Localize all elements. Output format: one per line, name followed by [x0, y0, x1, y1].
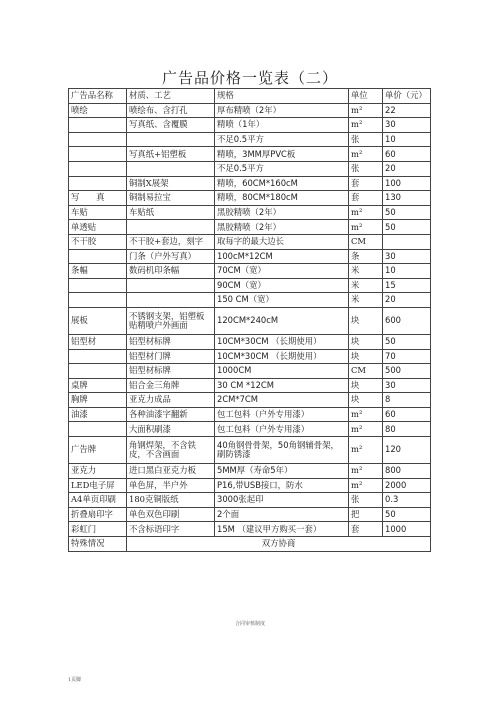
- row-name-cell: [69, 293, 127, 308]
- row-material-cell: 铜制X展架: [127, 176, 215, 191]
- row-unit-cell: m²: [349, 478, 383, 493]
- row-name-cell: 写 真: [69, 191, 127, 206]
- row-price-cell: [383, 234, 431, 249]
- row-price-cell: 130: [383, 191, 431, 206]
- row-spec-cell: 150 CM（宽）: [215, 293, 349, 308]
- row-price-cell: 30: [383, 249, 431, 264]
- table-row: [69, 393, 431, 408]
- table-row: [69, 132, 431, 147]
- row-name-cell: 车贴: [69, 205, 127, 220]
- table-row: [69, 507, 431, 522]
- table-row: [69, 103, 431, 118]
- row-spec-cell: 120CM*240cM: [215, 307, 349, 334]
- header-spec: 规格: [215, 89, 349, 104]
- row-unit-cell: 块: [349, 307, 383, 334]
- table-row: [69, 422, 431, 437]
- row-unit-cell: 条: [349, 249, 383, 264]
- row-price-cell: 10: [383, 132, 431, 147]
- special-value: 双方协商: [127, 537, 431, 552]
- row-name-cell: 展板: [69, 307, 127, 334]
- row-unit-cell: 套: [349, 176, 383, 191]
- row-unit-cell: 张: [349, 493, 383, 508]
- header-price: 单价（元）: [383, 89, 431, 104]
- row-price-cell: 50: [383, 205, 431, 220]
- row-name-cell: 铝型材: [69, 334, 127, 349]
- row-unit-cell: 把: [349, 507, 383, 522]
- row-spec-cell: 不足0.5平方: [215, 161, 349, 176]
- row-price-cell: 30: [383, 118, 431, 133]
- row-unit-cell: m²: [349, 220, 383, 235]
- row-unit-cell: 套: [349, 191, 383, 206]
- footer-center-text: 合同审核制度: [234, 621, 265, 627]
- row-material-cell: 铝型材门牌: [127, 349, 215, 364]
- row-material-cell: 单色双色印刷: [127, 507, 215, 522]
- row-name-cell: 亚克力: [69, 464, 127, 479]
- row-spec-cell: 1000CM: [215, 364, 349, 379]
- row-name-cell: [69, 161, 127, 176]
- row-material-cell: 进口黑白亚克力板: [127, 464, 215, 479]
- row-name-cell: 彩虹门: [69, 522, 127, 537]
- row-material-cell: 喷绘布、含打孔: [127, 103, 215, 118]
- table-row: [69, 407, 431, 422]
- row-price-cell: 80: [383, 422, 431, 437]
- row-unit-cell: CM: [349, 364, 383, 379]
- row-material-cell: [127, 278, 215, 293]
- row-name-cell: LED电子屏: [69, 478, 127, 493]
- table-row: [69, 205, 431, 220]
- row-price-cell: 50: [383, 334, 431, 349]
- table-row: [69, 493, 431, 508]
- table-row: [69, 364, 431, 379]
- row-spec-cell: 包工包料（户外专用漆）: [215, 407, 349, 422]
- price-table: [68, 88, 431, 552]
- row-name-cell: 桌牌: [69, 378, 127, 393]
- row-price-cell: 20: [383, 161, 431, 176]
- table-row: [69, 334, 431, 349]
- row-name-cell: 条幅: [69, 264, 127, 279]
- row-material-cell: 大面积刷漆: [127, 422, 215, 437]
- row-material-cell: 写真纸+铝塑板: [127, 147, 215, 162]
- row-spec-cell: 黑胶精喷（2年）: [215, 220, 349, 235]
- table-row: [69, 522, 431, 537]
- row-spec-cell: 30 CM *12CM: [215, 378, 349, 393]
- row-spec-cell: 厚布精喷（2年）: [215, 103, 349, 118]
- row-material-cell: [127, 220, 215, 235]
- row-price-cell: 60: [383, 147, 431, 162]
- row-unit-cell: 块: [349, 378, 383, 393]
- row-unit-cell: 张: [349, 132, 383, 147]
- row-price-cell: 20: [383, 293, 431, 308]
- table-header-row: [69, 89, 431, 104]
- table-row: [69, 161, 431, 176]
- row-material-cell: 不干胶+套边，刻字: [127, 234, 215, 249]
- row-unit-cell: 米: [349, 264, 383, 279]
- row-spec-cell: 10CM*30CM （长期使用）: [215, 334, 349, 349]
- row-price-cell: 60: [383, 407, 431, 422]
- row-material-cell: 不含标语印字: [127, 522, 215, 537]
- row-spec-cell: 90CM（宽）: [215, 278, 349, 293]
- row-price-cell: 600: [383, 307, 431, 334]
- row-price-cell: 120: [383, 437, 431, 464]
- row-spec-cell: 40角钢骨骨架，50角钢辅骨架，刷防锈漆: [215, 437, 349, 464]
- row-spec-cell: 2个面: [215, 507, 349, 522]
- special-row: [69, 537, 431, 552]
- row-material-cell: 门条（户外写真）: [127, 249, 215, 264]
- row-spec-cell: 2CM*7CM: [215, 393, 349, 408]
- row-price-cell: 0.3: [383, 493, 431, 508]
- row-spec-cell: 精喷，3MM厚PVC板: [215, 147, 349, 162]
- row-unit-cell: m²: [349, 422, 383, 437]
- row-unit-cell: 块: [349, 349, 383, 364]
- row-price-cell: 1000: [383, 522, 431, 537]
- table-row: [69, 176, 431, 191]
- row-price-cell: 22: [383, 103, 431, 118]
- table-row: [69, 234, 431, 249]
- row-material-cell: 180克铜版纸: [127, 493, 215, 508]
- table-row: [69, 118, 431, 133]
- row-material-cell: 写真纸、含覆膜: [127, 118, 215, 133]
- row-spec-cell: 不足0.5平方: [215, 132, 349, 147]
- row-unit-cell: 套: [349, 522, 383, 537]
- row-spec-cell: 精喷，80CM*180cM: [215, 191, 349, 206]
- row-unit-cell: m²: [349, 103, 383, 118]
- row-unit-cell: m²: [349, 118, 383, 133]
- row-material-cell: 数码机印条幅: [127, 264, 215, 279]
- table-row: [69, 191, 431, 206]
- row-name-cell: 油漆: [69, 407, 127, 422]
- row-unit-cell: 米: [349, 293, 383, 308]
- row-name-cell: 喷绘: [69, 103, 127, 118]
- row-name-cell: A4单页印刷: [69, 493, 127, 508]
- header-name: 广告品名称: [69, 89, 127, 104]
- row-spec-cell: 黑胶精喷（2年）: [215, 205, 349, 220]
- row-name-cell: [69, 422, 127, 437]
- row-material-cell: 铝型材标牌: [127, 334, 215, 349]
- row-unit-cell: m²: [349, 205, 383, 220]
- row-name-cell: 折叠扇印字: [69, 507, 127, 522]
- row-price-cell: 30: [383, 378, 431, 393]
- row-name-cell: 胸牌: [69, 393, 127, 408]
- row-unit-cell: 张: [349, 161, 383, 176]
- row-unit-cell: 米: [349, 278, 383, 293]
- row-material-cell: 各种油漆字翻新: [127, 407, 215, 422]
- row-price-cell: 500: [383, 364, 431, 379]
- table-row: [69, 278, 431, 293]
- table-row: [69, 478, 431, 493]
- row-spec-cell: 5MM厚（寿命5年）: [215, 464, 349, 479]
- row-name-cell: [69, 176, 127, 191]
- table-row: [69, 307, 431, 334]
- row-name-cell: 单透贴: [69, 220, 127, 235]
- row-name-cell: 不干胶: [69, 234, 127, 249]
- row-price-cell: 70: [383, 349, 431, 364]
- row-unit-cell: m²: [349, 464, 383, 479]
- row-name-cell: 广告牌: [69, 437, 127, 464]
- row-price-cell: 100: [383, 176, 431, 191]
- row-unit-cell: 块: [349, 393, 383, 408]
- header-material: 材质、工艺: [127, 89, 215, 104]
- row-spec-cell: 精喷（1年）: [215, 118, 349, 133]
- table-row: [69, 464, 431, 479]
- row-price-cell: 50: [383, 507, 431, 522]
- row-material-cell: 不锈钢支架，铝塑板贴精喷户外画面: [127, 307, 215, 334]
- table-row: [69, 264, 431, 279]
- table-row: [69, 220, 431, 235]
- row-spec-cell: P16,带USB接口，防水: [215, 478, 349, 493]
- row-spec-cell: 15M （建议甲方购买一套）: [215, 522, 349, 537]
- table-row: [69, 437, 431, 464]
- row-name-cell: [69, 364, 127, 379]
- row-name-cell: [69, 132, 127, 147]
- row-price-cell: 50: [383, 220, 431, 235]
- row-spec-cell: 精喷，60CM*160cM: [215, 176, 349, 191]
- row-spec-cell: 10CM*30CM （长期使用）: [215, 349, 349, 364]
- row-name-cell: [69, 349, 127, 364]
- row-name-cell: [69, 278, 127, 293]
- table-row: [69, 349, 431, 364]
- row-unit-cell: m²: [349, 407, 383, 422]
- page-title: 广告品价格一览表（二）: [161, 69, 338, 87]
- table-row: [69, 378, 431, 393]
- special-label: 特殊情况: [69, 537, 127, 552]
- row-name-cell: [69, 118, 127, 133]
- row-name-cell: [69, 147, 127, 162]
- row-unit-cell: 块: [349, 334, 383, 349]
- row-spec-cell: 100cM*12CM: [215, 249, 349, 264]
- row-material-cell: [127, 161, 215, 176]
- header-unit: 单位: [349, 89, 383, 104]
- table-row: [69, 293, 431, 308]
- row-price-cell: 8: [383, 393, 431, 408]
- price-table-body: [69, 89, 431, 552]
- row-material-cell: 单色屏，半户外: [127, 478, 215, 493]
- row-name-cell: [69, 249, 127, 264]
- row-spec-cell: 取每字的最大边长: [215, 234, 349, 249]
- row-unit-cell: CM: [349, 234, 383, 249]
- table-row: [69, 249, 431, 264]
- table-row: [69, 147, 431, 162]
- row-material-cell: 角钢焊架，不含铁皮，不含画面: [127, 437, 215, 464]
- row-material-cell: [127, 293, 215, 308]
- row-material-cell: 车贴纸: [127, 205, 215, 220]
- row-material-cell: 亚克力成品: [127, 393, 215, 408]
- row-spec-cell: 3000张起印: [215, 493, 349, 508]
- row-material-cell: 铜制易拉宝: [127, 191, 215, 206]
- footer-left-text: 1页脚: [68, 677, 82, 683]
- row-spec-cell: 70CM（宽）: [215, 264, 349, 279]
- row-price-cell: 10: [383, 264, 431, 279]
- row-material-cell: [127, 132, 215, 147]
- row-price-cell: 15: [383, 278, 431, 293]
- row-material-cell: 铝合金三角牌: [127, 378, 215, 393]
- row-spec-cell: 包工包料（户外专用漆）: [215, 422, 349, 437]
- row-unit-cell: m²: [349, 437, 383, 464]
- row-material-cell: 铝型材标牌: [127, 364, 215, 379]
- row-price-cell: 800: [383, 464, 431, 479]
- row-unit-cell: m²: [349, 147, 383, 162]
- row-price-cell: 2000: [383, 478, 431, 493]
